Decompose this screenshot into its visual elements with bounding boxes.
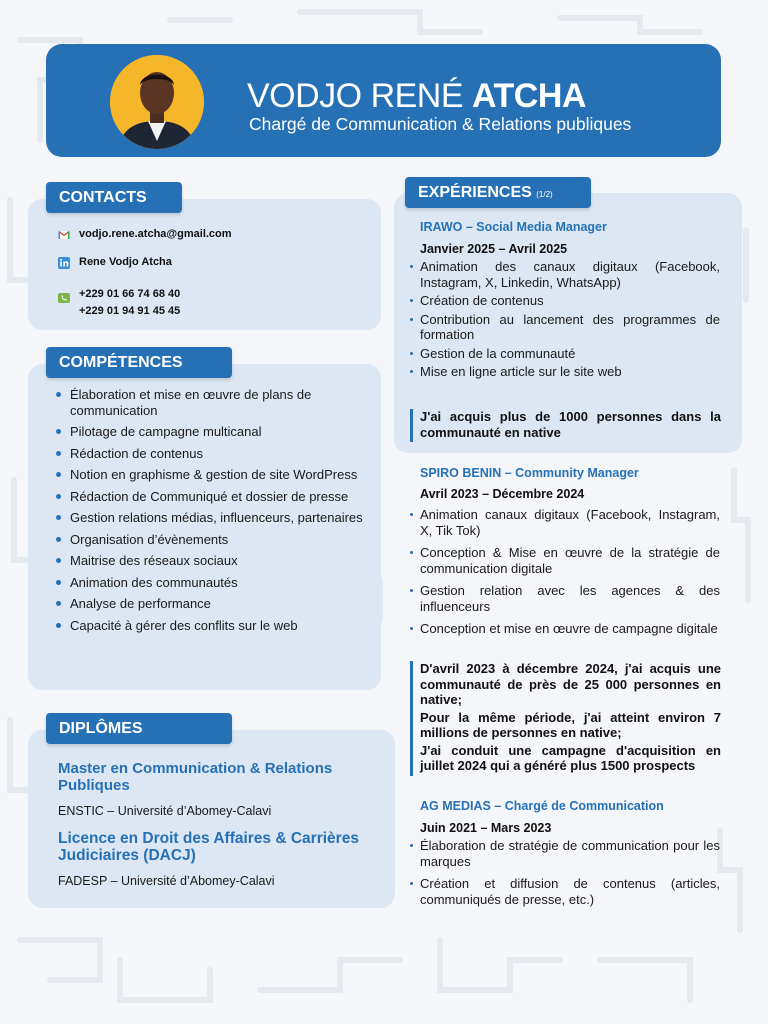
skill-item: Capacité à gérer des conflits sur le web xyxy=(54,618,374,634)
skill-item: Maitrise des réseaux sociaux xyxy=(54,553,374,569)
job-bullets xyxy=(420,507,720,637)
phone-number-1: +229 01 66 74 68 40 xyxy=(79,288,181,300)
phone-row[interactable] xyxy=(58,286,180,320)
phone-icon xyxy=(58,292,70,304)
diploma-master-title: Master en Communication & Relations Publiques xyxy=(58,760,333,794)
highlight-text: D'avril 2023 à décembre 2024, j'ai acquis une communauté de près de 25 000 personnes en native; xyxy=(420,661,721,707)
job-bullet: Conception & Mise en œuvre de la stratégie de communication digitale xyxy=(420,545,720,576)
diplomas-heading xyxy=(46,713,232,744)
job-bullet: Conception et mise en œuvre de campagne digitale xyxy=(420,621,720,637)
job-bullet: Animation des canaux digitaux (Facebook, Instagram, X, Linkedin, WhatsApp) xyxy=(420,259,720,290)
skill-item: Élaboration et mise en œuvre de plans de communication xyxy=(54,387,374,418)
job-title: AG MEDIAS – Chargé de Communication xyxy=(420,799,664,813)
avatar-portrait xyxy=(110,55,204,149)
avatar xyxy=(110,55,204,149)
job-subtitle: Chargé de Communication & Relations publiques xyxy=(249,114,632,134)
experience-title: EXPÉRIENCES xyxy=(418,184,532,201)
job-bullets xyxy=(420,259,720,380)
experience-page-note: (1/2) xyxy=(536,190,553,199)
diploma-licence-school: FADESP – Université d’Abomey-Calavi xyxy=(58,874,275,888)
job-bullets xyxy=(420,838,720,907)
phone-numbers xyxy=(79,286,180,320)
skills-list xyxy=(54,387,374,639)
full-name xyxy=(247,77,586,115)
skills-heading xyxy=(46,347,232,378)
email-text: vodjo.rene.atcha@gmail.com xyxy=(79,228,232,240)
linkedin-text: Rene Vodjo Atcha xyxy=(79,256,172,268)
job-bullet: Création et diffusion de contenus (articles, communiqués de presse, etc.) xyxy=(420,876,720,907)
contacts-heading xyxy=(46,182,182,213)
job-dates: Janvier 2025 – Avril 2025 xyxy=(420,242,568,256)
header-banner xyxy=(46,44,721,157)
skills-title: COMPÉTENCES xyxy=(59,354,183,371)
job-agmedias xyxy=(420,799,720,907)
skill-item: Analyse de performance xyxy=(54,596,374,612)
skill-item: Rédaction de contenus xyxy=(54,446,374,462)
email-row[interactable] xyxy=(58,228,232,241)
job-bullet: Création de contenus xyxy=(420,293,720,309)
job-title: SPIRO BENIN – Community Manager xyxy=(420,466,639,480)
job-spiro-highlights xyxy=(410,661,721,776)
job-bullet: Élaboration de stratégie de communication pour les marques xyxy=(420,838,720,869)
job-bullet: Contribution au lancement des programmes de formation xyxy=(420,311,720,342)
skill-item: Organisation d’évènements xyxy=(54,532,374,548)
diplomas-title: DIPLÔMES xyxy=(59,720,143,737)
highlight-text: Pour la même période, j'ai atteint environ 7 millions de personnes en native; xyxy=(420,709,721,740)
skill-item: Animation des communautés xyxy=(54,575,374,591)
skill-item: Rédaction de Communiqué et dossier de presse xyxy=(54,489,374,505)
job-bullet: Gestion relation avec les agences & des influenceurs xyxy=(420,583,720,614)
job-dates: Juin 2021 – Mars 2023 xyxy=(420,821,552,835)
linkedin-row[interactable] xyxy=(58,256,172,269)
job-irawo xyxy=(420,220,720,380)
job-dates: Avril 2023 – Décembre 2024 xyxy=(420,487,585,501)
linkedin-icon xyxy=(58,257,70,269)
job-title: IRAWO – Social Media Manager xyxy=(420,220,607,234)
skill-item: Pilotage de campagne multicanal xyxy=(54,424,374,440)
skill-item: Gestion relations médias, influenceurs, partenaires xyxy=(54,510,374,526)
job-spiro xyxy=(420,466,720,637)
diploma-licence-title: Licence en Droit des Affaires & Carrières Judiciaires (DACJ) xyxy=(58,830,359,864)
highlight-text: J'ai conduit une campagne d'acquisition en juillet 2024 qui a généré plus 1500 prospects xyxy=(420,742,721,773)
job-irawo-highlight xyxy=(410,409,721,442)
last-name: ATCHA xyxy=(472,77,586,115)
job-bullet: Mise en ligne article sur le site web xyxy=(420,364,720,380)
job-bullet: Animation canaux digitaux (Facebook, Instagram, X, Tik Tok) xyxy=(420,507,720,538)
contacts-title: CONTACTS xyxy=(59,189,147,206)
first-names: VODJO RENÉ xyxy=(247,77,464,115)
highlight-text: J'ai acquis plus de 1000 personnes dans la communauté en native xyxy=(420,409,721,440)
experience-heading xyxy=(405,177,591,208)
skill-item: Notion en graphisme & gestion de site WordPress xyxy=(54,467,374,483)
phone-number-2: +229 01 94 91 45 45 xyxy=(79,305,181,317)
diploma-master-school: ENSTIC – Université d’Abomey-Calavi xyxy=(58,804,272,818)
gmail-icon xyxy=(58,229,70,241)
job-bullet: Gestion de la communauté xyxy=(420,346,720,362)
